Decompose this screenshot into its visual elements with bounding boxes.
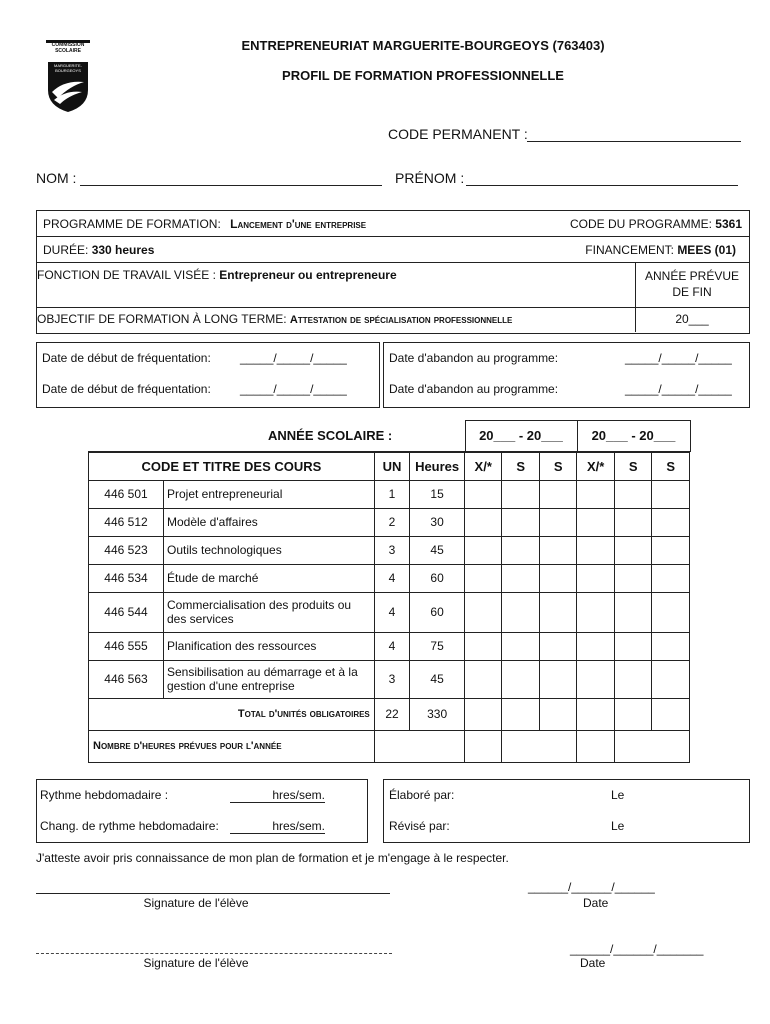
total-heures: 330	[410, 698, 465, 730]
cell-input[interactable]	[502, 730, 577, 762]
cell-input[interactable]	[577, 698, 614, 730]
cell-input[interactable]	[614, 592, 651, 632]
programme-value: Lancement d'une entreprise	[230, 217, 367, 231]
chang-unit[interactable]: hres/sem.	[230, 819, 325, 834]
cell-input[interactable]	[464, 698, 501, 730]
prenom-label: PRÉNOM :	[395, 170, 465, 186]
cell-input[interactable]	[652, 480, 690, 508]
cell-input[interactable]	[464, 730, 501, 762]
abandon-date-1[interactable]: _____/_____/_____	[625, 351, 732, 365]
cell-input[interactable]	[539, 698, 576, 730]
total-un: 22	[374, 698, 409, 730]
signature-line-1[interactable]	[36, 893, 390, 894]
course-code: 446 512	[89, 508, 164, 536]
cell-input[interactable]	[502, 480, 539, 508]
cell-input[interactable]	[502, 564, 539, 592]
cell-input[interactable]	[502, 698, 539, 730]
signature-line-2[interactable]	[36, 953, 392, 954]
col-heures: Heures	[410, 452, 465, 480]
col-s-1b: S	[539, 452, 576, 480]
course-code: 446 563	[89, 660, 164, 698]
course-un: 1	[374, 480, 409, 508]
total-row	[89, 698, 690, 730]
col-s-2a: S	[614, 452, 651, 480]
cell-input[interactable]	[652, 698, 690, 730]
course-code: 446 544	[89, 592, 164, 632]
fonction-label: FONCTION DE TRAVAIL VISÉE :	[37, 268, 216, 282]
cell-input[interactable]	[539, 480, 576, 508]
programme-label: PROGRAMME DE FORMATION:	[43, 217, 221, 231]
rythme-label: Rythme hebdomadaire :	[40, 788, 169, 802]
course-title: Projet entrepreneurial	[163, 480, 374, 508]
course-heures: 60	[410, 564, 465, 592]
debut-label-2: Date de début de fréquentation:	[42, 382, 211, 396]
cell-input[interactable]	[614, 480, 651, 508]
cell-input[interactable]	[652, 508, 690, 536]
cell-input[interactable]	[652, 564, 690, 592]
objectif-value: Attestation de spécialisation professionnelle	[289, 314, 513, 326]
cell-input[interactable]	[464, 592, 501, 632]
table-row	[89, 508, 690, 536]
cell-input[interactable]	[464, 480, 501, 508]
course-title: Commercialisation des produits ou des services	[163, 592, 374, 632]
date-label-1: Date	[583, 896, 609, 910]
cell-input[interactable]	[464, 564, 501, 592]
course-code: 446 534	[89, 564, 164, 592]
cell-input[interactable]	[539, 632, 576, 660]
cell-input[interactable]	[614, 730, 689, 762]
table-row	[89, 660, 690, 698]
elabore-le: Le	[611, 788, 625, 802]
fonction-value: Entrepreneur ou entrepreneure	[219, 268, 397, 282]
annee-scolaire-label: ANNÉE SCOLAIRE :	[268, 428, 393, 443]
course-title: Modèle d'affaires	[163, 508, 374, 536]
code-programme-value: 5361	[715, 217, 742, 231]
cell-input[interactable]	[464, 660, 501, 698]
annee-prevue-line-2: DE FIN	[672, 285, 712, 299]
prenom-field[interactable]	[466, 185, 738, 186]
elabore-label: Élaboré par:	[389, 788, 455, 802]
table-row	[89, 536, 690, 564]
code-programme-label: CODE DU PROGRAMME:	[569, 217, 712, 231]
total-label: Total d'unités obligatoires	[89, 698, 375, 730]
course-un: 4	[374, 632, 409, 660]
cell-input[interactable]	[577, 508, 614, 536]
code-programme	[570, 217, 742, 231]
annee-fin-value[interactable]: 20___	[675, 312, 709, 326]
form-title: ENTREPRENEURIAT MARGUERITE-BOURGEOYS (763403)	[241, 38, 605, 53]
abandon-label-1: Date d'abandon au programme:	[389, 351, 559, 365]
objectif-row	[37, 312, 512, 326]
revise-label: Révisé par:	[389, 819, 450, 833]
table-row	[89, 564, 690, 592]
col-un: UN	[374, 452, 409, 480]
course-heures: 60	[410, 592, 465, 632]
course-heures: 45	[410, 660, 465, 698]
cell-input[interactable]	[539, 564, 576, 592]
col-s-1a: S	[502, 452, 539, 480]
financement	[585, 243, 736, 257]
abandon-label-2: Date d'abandon au programme:	[389, 382, 559, 396]
cell-input[interactable]	[652, 660, 690, 698]
course-code: 446 555	[89, 632, 164, 660]
cell-input[interactable]	[614, 632, 651, 660]
course-title: Planification des ressources	[163, 632, 374, 660]
course-heures: 45	[410, 536, 465, 564]
courses-table	[88, 451, 690, 763]
cell-input[interactable]	[652, 592, 690, 632]
cell-input[interactable]	[539, 508, 576, 536]
year-2-label[interactable]: 20___ - 20___	[591, 428, 676, 443]
course-code: 446 523	[89, 536, 164, 564]
code-permanent-field[interactable]	[527, 141, 741, 142]
year-1-label[interactable]: 20___ - 20___	[479, 428, 563, 443]
cell-input[interactable]	[464, 508, 501, 536]
cell-input[interactable]	[577, 660, 614, 698]
nombre-input[interactable]	[374, 730, 464, 762]
code-permanent-label: CODE PERMANENT :	[388, 126, 528, 142]
col-code-titre: CODE ET TITRE DES COURS	[89, 452, 375, 480]
table-row	[89, 480, 690, 508]
col-s-2b: S	[652, 452, 690, 480]
signature-label-1: Signature de l'élève	[143, 896, 249, 910]
cell-input[interactable]	[614, 536, 651, 564]
duree-value: 330 heures	[91, 243, 155, 257]
attest-text: J'atteste avoir pris connaissance de mon plan de formation et je m'engage à le respecter.	[36, 851, 509, 865]
cell-input[interactable]	[614, 660, 651, 698]
date-label-2: Date	[580, 956, 606, 970]
cell-input[interactable]	[464, 632, 501, 660]
col-x-2: X/*	[577, 452, 614, 480]
logo-text-3: MARGUERITE-BOURGEOYS	[54, 63, 82, 73]
chang-label: Chang. de rythme hebdomadaire:	[40, 819, 219, 833]
cell-input[interactable]	[577, 564, 614, 592]
annee-prevue-label	[636, 268, 748, 300]
cell-input[interactable]	[502, 508, 539, 536]
cell-input[interactable]	[539, 592, 576, 632]
table-row	[89, 632, 690, 660]
form-subtitle: PROFIL DE FORMATION PROFESSIONNELLE	[282, 68, 564, 83]
cell-input[interactable]	[502, 660, 539, 698]
cell-input[interactable]	[539, 536, 576, 564]
objectif-label: OBJECTIF DE FORMATION À LONG TERME:	[37, 312, 287, 326]
course-code: 446 501	[89, 480, 164, 508]
date-field-2[interactable]: ______/______/_______	[570, 942, 704, 956]
table-header-row	[89, 452, 690, 480]
date-field-1[interactable]: ______/______/______	[528, 880, 655, 894]
cell-input[interactable]	[577, 480, 614, 508]
school-board-logo	[44, 40, 92, 114]
logo-text-1: COMMISSION	[51, 42, 85, 48]
annee-prevue-line-1: ANNÉE PRÉVUE	[644, 269, 740, 283]
course-un: 3	[374, 536, 409, 564]
course-un: 4	[374, 592, 409, 632]
duree-label: DURÉE:	[43, 243, 89, 257]
cell-input[interactable]	[577, 536, 614, 564]
cell-input[interactable]	[502, 536, 539, 564]
revise-le: Le	[611, 819, 625, 833]
nom-label: NOM :	[36, 170, 77, 186]
course-un: 4	[374, 564, 409, 592]
cell-input[interactable]	[577, 592, 614, 632]
financement-value: MEES (01)	[677, 243, 736, 257]
col-x-1: X/*	[464, 452, 501, 480]
nombre-heures-row	[89, 730, 690, 762]
financement-label: FINANCEMENT:	[585, 243, 674, 257]
rythme-unit[interactable]: hres/sem.	[230, 788, 325, 803]
cell-input[interactable]	[614, 508, 651, 536]
abandon-date-2[interactable]: _____/_____/_____	[625, 382, 732, 396]
signature-label-2: Signature de l'élève	[143, 956, 249, 970]
course-title: Outils technologiques	[163, 536, 374, 564]
cell-input[interactable]	[652, 536, 690, 564]
course-heures: 30	[410, 508, 465, 536]
cell-input[interactable]	[539, 660, 576, 698]
debut-date-2[interactable]: _____/_____/_____	[240, 382, 347, 396]
cell-input[interactable]	[502, 592, 539, 632]
table-row	[89, 592, 690, 632]
cell-input[interactable]	[577, 730, 614, 762]
course-title: Étude de marché	[163, 564, 374, 592]
course-title: Sensibilisation au démarrage et à la gestion d'une entreprise	[163, 660, 374, 698]
nom-field[interactable]	[80, 185, 382, 186]
cell-input[interactable]	[614, 698, 651, 730]
course-heures: 15	[410, 480, 465, 508]
nombre-label: Nombre d'heures prévues pour l'année	[89, 730, 375, 762]
programme-row	[43, 217, 366, 231]
cell-input[interactable]	[614, 564, 651, 592]
cell-input[interactable]	[502, 632, 539, 660]
debut-label-1: Date de début de fréquentation:	[42, 351, 211, 365]
cell-input[interactable]	[464, 536, 501, 564]
logo-text-2: SCOLAIRE	[55, 48, 81, 54]
course-heures: 75	[410, 632, 465, 660]
course-un: 3	[374, 660, 409, 698]
course-un: 2	[374, 508, 409, 536]
cell-input[interactable]	[577, 632, 614, 660]
duree-row	[43, 243, 154, 257]
debut-date-1[interactable]: _____/_____/_____	[240, 351, 347, 365]
fonction-row	[37, 268, 397, 282]
cell-input[interactable]	[652, 632, 690, 660]
